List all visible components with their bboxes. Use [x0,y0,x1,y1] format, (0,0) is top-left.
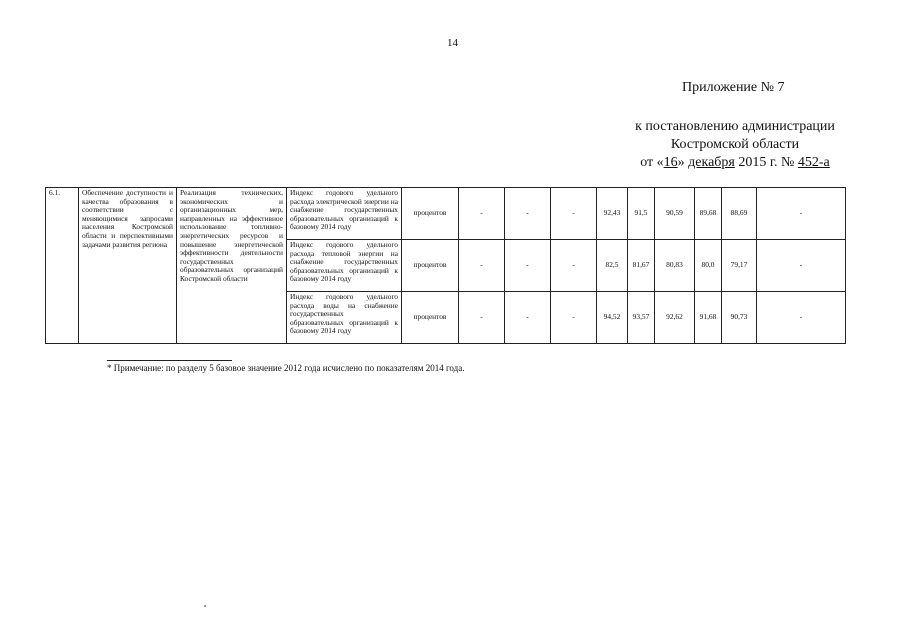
footnote: * Примечание: по разделу 5 базовое значение 2012 года исчислено по показателям 2014 года. [107,363,465,373]
unit-cell: процентов [402,188,459,240]
measures-cell: Реализация технических, экономических и организационных мер, направленных на эффективное использование топливно-энергетических ресурсов и повышение энергетической эффективности деятельности государственных образовательных организаций Костромской области [177,188,287,344]
decree-mid2: 2015 г. № [734,155,798,170]
value-cell: - [459,240,505,292]
decree-line-3 [560,154,905,172]
scan-speck [204,605,206,607]
decree-reference [560,118,905,172]
decree-line-2: Костромской области [670,137,800,152]
indicator-cell: Индекс годового удельного расхода воды на снабжение государственных образовательных организаций к базовому 2014 году [287,292,402,344]
decree-line-1: к постановлению администрации [635,119,835,134]
value-cell: 90,59 [655,188,695,240]
value-cell: - [551,240,597,292]
page-number: 14 [447,37,458,49]
indicators-table [45,187,846,344]
value-cell: 80,83 [655,240,695,292]
value-cell: - [505,188,551,240]
decree-day: 16 [663,155,678,170]
value-cell: - [551,292,597,344]
decree-number: 452-а [797,155,830,170]
value-cell: 92,62 [655,292,695,344]
value-cell: 91,5 [628,188,655,240]
appendix-title: Приложение № 7 [682,80,785,95]
decree-month: декабря [688,155,735,170]
value-cell: 91,68 [695,292,722,344]
value-cell: - [551,188,597,240]
footnote-divider [107,360,232,361]
item-number: 6.1. [46,188,79,344]
value-cell: 88,69 [722,188,757,240]
value-cell: - [505,240,551,292]
value-cell: - [459,292,505,344]
value-cell: 90,73 [722,292,757,344]
value-cell: 93,57 [628,292,655,344]
unit-cell: процентов [402,292,459,344]
value-cell: 89,68 [695,188,722,240]
value-cell: 81,67 [628,240,655,292]
decree-mid1: » [677,155,689,170]
value-cell: - [459,188,505,240]
value-cell: 79,17 [722,240,757,292]
value-cell: - [757,188,846,240]
value-cell: - [757,240,846,292]
table-row [46,188,846,240]
indicator-cell: Индекс годового удельного расхода электрической энергии на снабжение государственных образовательных организаций к базовому 2014 году [287,188,402,240]
value-cell: 80,0 [695,240,722,292]
value-cell: 92,43 [597,188,628,240]
value-cell: 82,5 [597,240,628,292]
value-cell: - [505,292,551,344]
value-cell: 94,52 [597,292,628,344]
unit-cell: процентов [402,240,459,292]
decree-prefix: от « [640,155,664,170]
value-cell: - [757,292,846,344]
indicator-cell: Индекс годового удельного расхода тепловой энергии на снабжение государственных образовательных организаций к базовому 2014 году [287,240,402,292]
task-cell: Обеспечение доступности и качества образования в соответствии с меняющимися запросами населения Костромской области и перспективными задачами развития региона [79,188,177,344]
